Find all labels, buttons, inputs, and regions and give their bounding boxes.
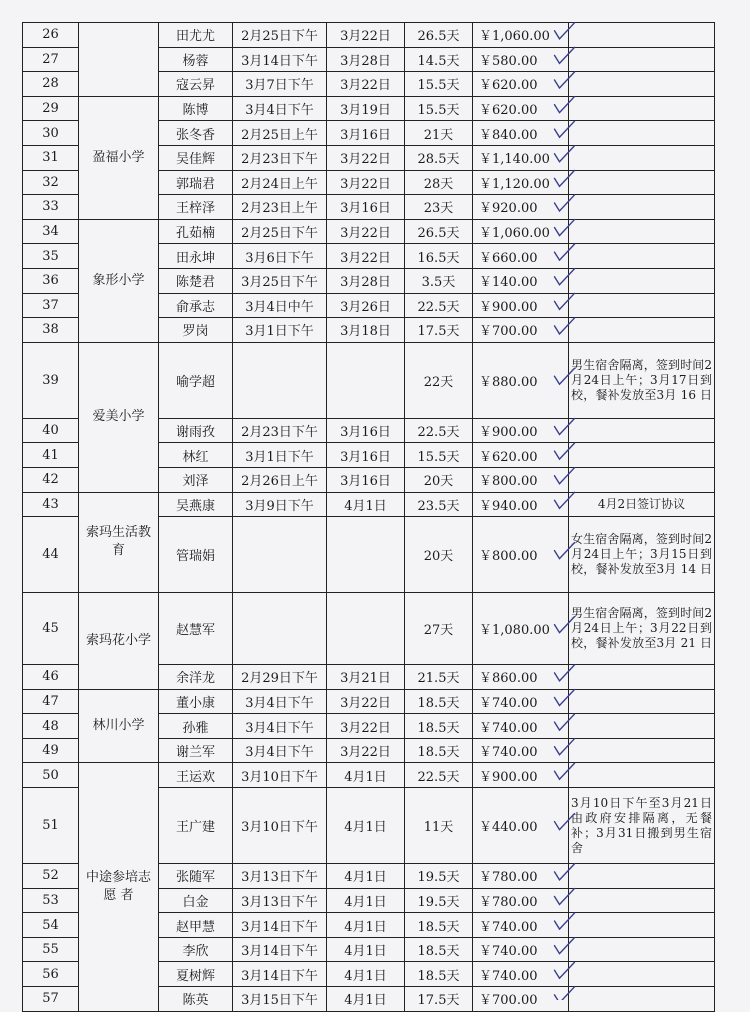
start-date: 3月4日下午 bbox=[233, 96, 327, 121]
days: 15.5天 bbox=[405, 72, 473, 97]
table-row bbox=[23, 96, 715, 121]
remark: 3月10日下午至3月21日由政府安排隔离，无餐补；3月31日搬到男生宿 舍 bbox=[569, 788, 715, 864]
school-name: 林川小学 bbox=[79, 689, 159, 763]
days: 21.5天 bbox=[405, 665, 473, 690]
remark: 男生宿舍隔离，签到时间2月24日上午；3月22日到校，餐补发放至3月 21 日 bbox=[569, 593, 715, 665]
start-date bbox=[233, 517, 327, 593]
row-number: 42 bbox=[23, 467, 79, 492]
remark bbox=[569, 170, 715, 195]
remark bbox=[569, 47, 715, 72]
person-name: 俞承志 bbox=[159, 293, 233, 318]
remark bbox=[569, 418, 715, 443]
days: 19.5天 bbox=[405, 864, 473, 889]
person-name: 白金 bbox=[159, 888, 233, 913]
end-date: 4月1日 bbox=[327, 788, 405, 864]
days: 22.5天 bbox=[405, 293, 473, 318]
end-date: 4月1日 bbox=[327, 763, 405, 788]
subsidy-amount: ￥920.00 bbox=[473, 195, 569, 220]
days: 23天 bbox=[405, 195, 473, 220]
end-date: 3月22日 bbox=[327, 714, 405, 739]
row-number: 37 bbox=[23, 293, 79, 318]
row-number: 41 bbox=[23, 443, 79, 468]
end-date: 3月19日 bbox=[327, 96, 405, 121]
person-name: 董小康 bbox=[159, 689, 233, 714]
start-date: 2月26日上午 bbox=[233, 467, 327, 492]
days: 18.5天 bbox=[405, 689, 473, 714]
start-date: 3月14日下午 bbox=[233, 47, 327, 72]
days: 18.5天 bbox=[405, 738, 473, 763]
subsidy-amount: ￥800.00 bbox=[473, 467, 569, 492]
days: 18.5天 bbox=[405, 937, 473, 962]
start-date: 2月29日下午 bbox=[233, 665, 327, 690]
remark: 男生宿舍隔离，签到时间2月24日上午；3月17日到校，餐补发放至3月 16 日 bbox=[569, 342, 715, 418]
start-date: 2月23日上午 bbox=[233, 195, 327, 220]
row-number: 50 bbox=[23, 763, 79, 788]
end-date: 4月1日 bbox=[327, 888, 405, 913]
person-name: 孙雅 bbox=[159, 714, 233, 739]
subsidy-amount: ￥800.00 bbox=[473, 517, 569, 593]
end-date: 3月22日 bbox=[327, 170, 405, 195]
days: 15.5天 bbox=[405, 443, 473, 468]
subsidy-amount: ￥440.00 bbox=[473, 788, 569, 864]
row-number: 51 bbox=[23, 788, 79, 864]
person-name: 谢雨孜 bbox=[159, 418, 233, 443]
start-date: 3月25日下午 bbox=[233, 268, 327, 293]
remark bbox=[569, 738, 715, 763]
end-date: 3月22日 bbox=[327, 23, 405, 48]
subsidy-amount: ￥140.00 bbox=[473, 268, 569, 293]
days: 17.5天 bbox=[405, 318, 473, 343]
start-date: 3月9日下午 bbox=[233, 492, 327, 517]
days: 15.5天 bbox=[405, 96, 473, 121]
days: 22天 bbox=[405, 342, 473, 418]
subsidy-amount: ￥740.00 bbox=[473, 689, 569, 714]
remark bbox=[569, 962, 715, 987]
person-name: 谢兰军 bbox=[159, 738, 233, 763]
end-date: 3月22日 bbox=[327, 689, 405, 714]
subsidy-amount: ￥740.00 bbox=[473, 738, 569, 763]
row-number: 28 bbox=[23, 72, 79, 97]
row-number: 57 bbox=[23, 987, 79, 1012]
start-date: 3月4日下午 bbox=[233, 738, 327, 763]
days: 11天 bbox=[405, 788, 473, 864]
person-name: 王运欢 bbox=[159, 763, 233, 788]
row-number: 31 bbox=[23, 145, 79, 170]
person-name: 陈博 bbox=[159, 96, 233, 121]
person-name: 田尤尤 bbox=[159, 23, 233, 48]
row-number: 55 bbox=[23, 937, 79, 962]
meal-subsidy-table bbox=[22, 22, 715, 1012]
start-date: 3月1日下午 bbox=[233, 443, 327, 468]
table-row bbox=[23, 492, 715, 517]
remark bbox=[569, 219, 715, 244]
days: 28.5天 bbox=[405, 145, 473, 170]
person-name: 喻学超 bbox=[159, 342, 233, 418]
start-date bbox=[233, 593, 327, 665]
days: 22.5天 bbox=[405, 763, 473, 788]
remark bbox=[569, 121, 715, 146]
person-name: 管瑞娟 bbox=[159, 517, 233, 593]
start-date: 3月6日下午 bbox=[233, 244, 327, 269]
school-name: 索玛生活教育 bbox=[79, 492, 159, 593]
subsidy-amount: ￥940.00 bbox=[473, 492, 569, 517]
row-number: 56 bbox=[23, 962, 79, 987]
subsidy-amount: ￥700.00 bbox=[473, 318, 569, 343]
row-number: 52 bbox=[23, 864, 79, 889]
row-number: 45 bbox=[23, 593, 79, 665]
start-date: 3月14日下午 bbox=[233, 962, 327, 987]
remark bbox=[569, 689, 715, 714]
end-date: 4月1日 bbox=[327, 987, 405, 1012]
start-date: 3月14日下午 bbox=[233, 937, 327, 962]
subsidy-amount: ￥1,060.00 bbox=[473, 219, 569, 244]
remark bbox=[569, 293, 715, 318]
school-name: 爱美小学 bbox=[79, 342, 159, 492]
days: 3.5天 bbox=[405, 268, 473, 293]
row-number: 44 bbox=[23, 517, 79, 593]
school-name: 索玛花小学 bbox=[79, 593, 159, 690]
remark bbox=[569, 888, 715, 913]
person-name: 陈楚君 bbox=[159, 268, 233, 293]
end-date: 4月1日 bbox=[327, 864, 405, 889]
start-date: 3月10日下午 bbox=[233, 788, 327, 864]
days: 14.5天 bbox=[405, 47, 473, 72]
row-number: 36 bbox=[23, 268, 79, 293]
person-name: 吴燕康 bbox=[159, 492, 233, 517]
row-number: 53 bbox=[23, 888, 79, 913]
end-date: 3月21日 bbox=[327, 665, 405, 690]
end-date: 3月16日 bbox=[327, 467, 405, 492]
table-row bbox=[23, 342, 715, 418]
end-date: 4月1日 bbox=[327, 913, 405, 938]
days: 17.5天 bbox=[405, 987, 473, 1012]
row-number: 43 bbox=[23, 492, 79, 517]
subsidy-amount: ￥880.00 bbox=[473, 342, 569, 418]
person-name: 田永坤 bbox=[159, 244, 233, 269]
remark: 4月2日签订协议 bbox=[569, 492, 715, 517]
person-name: 张冬香 bbox=[159, 121, 233, 146]
start-date: 3月4日下午 bbox=[233, 714, 327, 739]
days: 22.5天 bbox=[405, 418, 473, 443]
end-date: 3月28日 bbox=[327, 47, 405, 72]
person-name: 陈英 bbox=[159, 987, 233, 1012]
days: 26.5天 bbox=[405, 23, 473, 48]
person-name: 赵慧军 bbox=[159, 593, 233, 665]
end-date: 3月16日 bbox=[327, 443, 405, 468]
remark bbox=[569, 913, 715, 938]
end-date bbox=[327, 593, 405, 665]
subsidy-amount: ￥620.00 bbox=[473, 96, 569, 121]
person-name: 林红 bbox=[159, 443, 233, 468]
subsidy-amount: ￥780.00 bbox=[473, 864, 569, 889]
start-date: 3月10日下午 bbox=[233, 763, 327, 788]
days: 20天 bbox=[405, 467, 473, 492]
end-date: 3月18日 bbox=[327, 318, 405, 343]
remark bbox=[569, 23, 715, 48]
remark bbox=[569, 443, 715, 468]
row-number: 34 bbox=[23, 219, 79, 244]
remark: 女生宿舍隔离，签到时间2月24日上午；3月15日到校，餐补发放至3月 14 日 bbox=[569, 517, 715, 593]
subsidy-amount: ￥620.00 bbox=[473, 72, 569, 97]
remark bbox=[569, 987, 715, 1012]
remark bbox=[569, 268, 715, 293]
person-name: 余洋龙 bbox=[159, 665, 233, 690]
start-date: 2月25日上午 bbox=[233, 121, 327, 146]
start-date bbox=[233, 342, 327, 418]
table-row bbox=[23, 219, 715, 244]
end-date: 3月22日 bbox=[327, 145, 405, 170]
row-number: 48 bbox=[23, 714, 79, 739]
remark bbox=[569, 714, 715, 739]
person-name: 郭瑞君 bbox=[159, 170, 233, 195]
remark bbox=[569, 763, 715, 788]
days: 21天 bbox=[405, 121, 473, 146]
start-date: 2月23日下午 bbox=[233, 145, 327, 170]
start-date: 3月7日下午 bbox=[233, 72, 327, 97]
remark bbox=[569, 145, 715, 170]
remark bbox=[569, 96, 715, 121]
row-number: 39 bbox=[23, 342, 79, 418]
subsidy-amount: ￥900.00 bbox=[473, 418, 569, 443]
remark bbox=[569, 467, 715, 492]
remark bbox=[569, 195, 715, 220]
days: 26.5天 bbox=[405, 219, 473, 244]
subsidy-amount: ￥740.00 bbox=[473, 714, 569, 739]
subsidy-amount: ￥700.00 bbox=[473, 987, 569, 1012]
subsidy-amount: ￥1,120.00 bbox=[473, 170, 569, 195]
start-date: 2月25日下午 bbox=[233, 219, 327, 244]
subsidy-amount: ￥660.00 bbox=[473, 244, 569, 269]
start-date: 3月13日下午 bbox=[233, 864, 327, 889]
end-date: 3月16日 bbox=[327, 195, 405, 220]
school-name: 盈福小学 bbox=[79, 96, 159, 219]
remark bbox=[569, 665, 715, 690]
subsidy-amount: ￥780.00 bbox=[473, 888, 569, 913]
row-number: 29 bbox=[23, 96, 79, 121]
person-name: 王广建 bbox=[159, 788, 233, 864]
end-date: 3月16日 bbox=[327, 121, 405, 146]
school-name: 中途参培志愿 者 bbox=[79, 763, 159, 1011]
table-row bbox=[23, 689, 715, 714]
end-date: 3月22日 bbox=[327, 244, 405, 269]
days: 27天 bbox=[405, 593, 473, 665]
end-date: 4月1日 bbox=[327, 492, 405, 517]
person-name: 寇云昇 bbox=[159, 72, 233, 97]
table-row bbox=[23, 23, 715, 48]
row-number: 38 bbox=[23, 318, 79, 343]
subsidy-amount: ￥1,080.00 bbox=[473, 593, 569, 665]
remark bbox=[569, 72, 715, 97]
school-name bbox=[79, 23, 159, 97]
subsidy-amount: ￥860.00 bbox=[473, 665, 569, 690]
subsidy-amount: ￥840.00 bbox=[473, 121, 569, 146]
school-name: 象形小学 bbox=[79, 219, 159, 342]
row-number: 54 bbox=[23, 913, 79, 938]
row-number: 32 bbox=[23, 170, 79, 195]
row-number: 33 bbox=[23, 195, 79, 220]
end-date: 4月1日 bbox=[327, 937, 405, 962]
table-row bbox=[23, 593, 715, 665]
days: 18.5天 bbox=[405, 962, 473, 987]
remark bbox=[569, 318, 715, 343]
row-number: 47 bbox=[23, 689, 79, 714]
subsidy-amount: ￥740.00 bbox=[473, 937, 569, 962]
end-date: 3月22日 bbox=[327, 738, 405, 763]
end-date: 4月1日 bbox=[327, 962, 405, 987]
subsidy-amount: ￥580.00 bbox=[473, 47, 569, 72]
row-number: 49 bbox=[23, 738, 79, 763]
start-date: 3月1日下午 bbox=[233, 318, 327, 343]
days: 19.5天 bbox=[405, 888, 473, 913]
end-date: 3月22日 bbox=[327, 72, 405, 97]
subsidy-amount: ￥1,060.00 bbox=[473, 23, 569, 48]
end-date: 3月16日 bbox=[327, 418, 405, 443]
start-date: 3月4日下午 bbox=[233, 689, 327, 714]
end-date bbox=[327, 517, 405, 593]
row-number: 27 bbox=[23, 47, 79, 72]
days: 16.5天 bbox=[405, 244, 473, 269]
row-number: 46 bbox=[23, 665, 79, 690]
end-date: 3月28日 bbox=[327, 268, 405, 293]
subsidy-amount: ￥1,140.00 bbox=[473, 145, 569, 170]
days: 28天 bbox=[405, 170, 473, 195]
days: 23.5天 bbox=[405, 492, 473, 517]
remark bbox=[569, 244, 715, 269]
person-name: 孔茹楠 bbox=[159, 219, 233, 244]
person-name: 王梓泽 bbox=[159, 195, 233, 220]
row-number: 30 bbox=[23, 121, 79, 146]
days: 20天 bbox=[405, 517, 473, 593]
days: 18.5天 bbox=[405, 913, 473, 938]
start-date: 2月24日上午 bbox=[233, 170, 327, 195]
subsidy-amount: ￥740.00 bbox=[473, 913, 569, 938]
row-number: 40 bbox=[23, 418, 79, 443]
end-date: 3月22日 bbox=[327, 219, 405, 244]
row-number: 26 bbox=[23, 23, 79, 48]
table-row bbox=[23, 763, 715, 788]
person-name: 刘泽 bbox=[159, 467, 233, 492]
subsidy-amount: ￥620.00 bbox=[473, 443, 569, 468]
person-name: 赵甲慧 bbox=[159, 913, 233, 938]
start-date: 2月25日下午 bbox=[233, 23, 327, 48]
subsidy-amount: ￥900.00 bbox=[473, 293, 569, 318]
person-name: 杨蓉 bbox=[159, 47, 233, 72]
person-name: 夏树辉 bbox=[159, 962, 233, 987]
remark bbox=[569, 937, 715, 962]
person-name: 吴佳辉 bbox=[159, 145, 233, 170]
end-date: 3月26日 bbox=[327, 293, 405, 318]
person-name: 李欣 bbox=[159, 937, 233, 962]
subsidy-amount: ￥900.00 bbox=[473, 763, 569, 788]
start-date: 3月4日中午 bbox=[233, 293, 327, 318]
start-date: 3月14日下午 bbox=[233, 913, 327, 938]
start-date: 3月15日下午 bbox=[233, 987, 327, 1012]
person-name: 张随军 bbox=[159, 864, 233, 889]
start-date: 3月13日下午 bbox=[233, 888, 327, 913]
subsidy-amount: ￥740.00 bbox=[473, 962, 569, 987]
days: 18.5天 bbox=[405, 714, 473, 739]
end-date bbox=[327, 342, 405, 418]
start-date: 2月23日下午 bbox=[233, 418, 327, 443]
row-number: 35 bbox=[23, 244, 79, 269]
remark bbox=[569, 864, 715, 889]
person-name: 罗岗 bbox=[159, 318, 233, 343]
